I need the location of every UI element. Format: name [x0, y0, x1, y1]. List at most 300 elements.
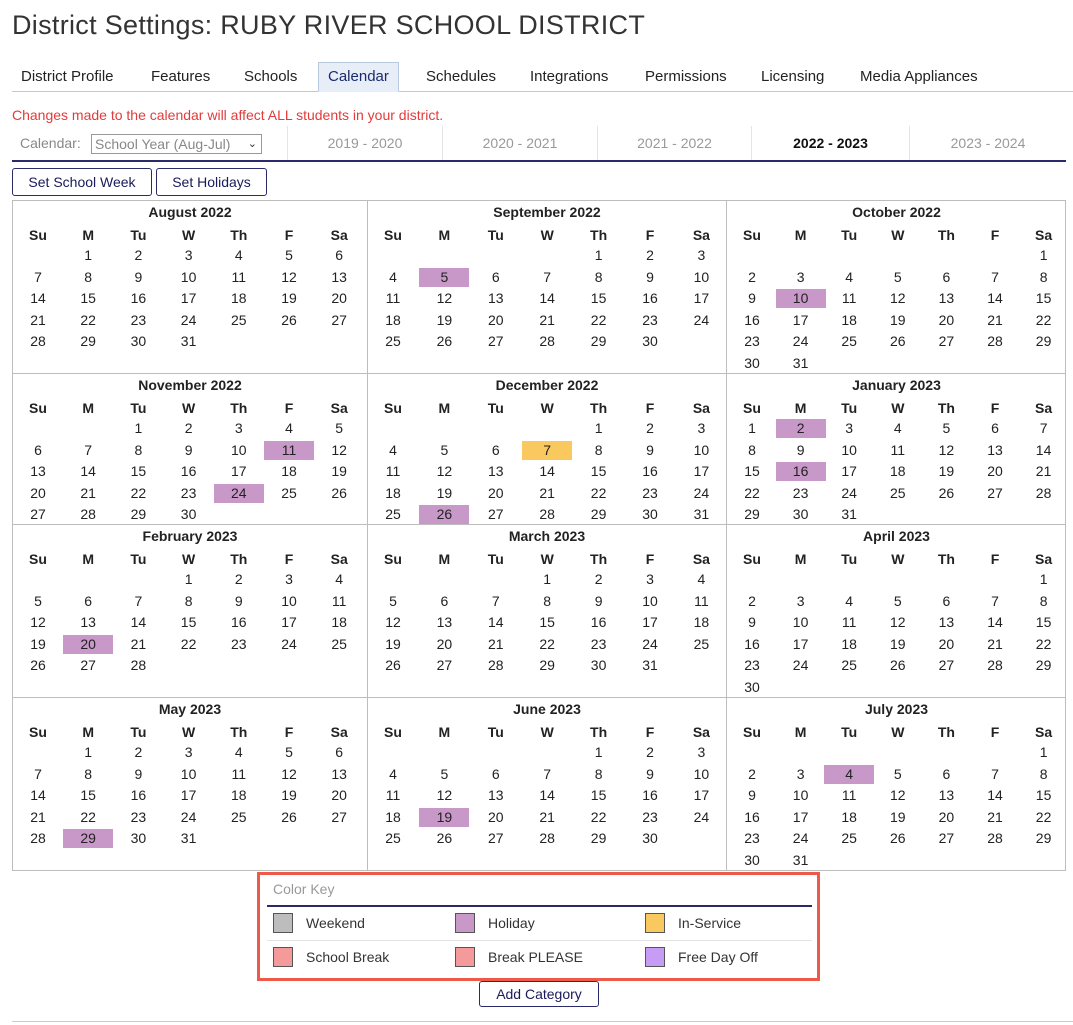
calendar-day[interactable]: 27: [938, 830, 955, 846]
calendar-day[interactable]: 26: [385, 657, 401, 673]
calendar-day[interactable]: 15: [1035, 787, 1052, 803]
calendar-day[interactable]: 6: [942, 592, 951, 609]
calendar-day[interactable]: 29: [1035, 830, 1052, 846]
calendar-day[interactable]: 25: [841, 657, 857, 673]
calendar-day[interactable]: 25: [331, 635, 347, 652]
calendar-day[interactable]: 23: [642, 484, 658, 501]
calendar-day[interactable]: 17: [180, 787, 197, 803]
calendar-day[interactable]: 22: [590, 484, 607, 501]
calendar-day[interactable]: 8: [134, 441, 143, 458]
set-school-week-button[interactable]: Set School Week: [12, 168, 152, 196]
calendar-day[interactable]: 7: [134, 592, 143, 609]
calendar-day[interactable]: 12: [938, 441, 955, 458]
calendar-day[interactable]: 5: [440, 765, 449, 782]
calendar-day[interactable]: 8: [543, 592, 552, 609]
calendar-day[interactable]: 4: [335, 571, 344, 587]
calendar-day[interactable]: 22: [80, 808, 96, 825]
calendar-day[interactable]: 30: [130, 333, 147, 349]
calendar-day[interactable]: 2: [646, 744, 654, 760]
calendar-day[interactable]: 5: [335, 420, 344, 436]
calendar-day[interactable]: 15: [744, 463, 760, 479]
calendar-day[interactable]: 10: [231, 441, 247, 458]
calendar-day[interactable]: 26: [938, 484, 955, 501]
calendar-day[interactable]: 31: [792, 851, 809, 868]
calendar-day[interactable]: 28: [987, 333, 1003, 349]
calendar-day[interactable]: 19: [890, 311, 906, 328]
calendar-day[interactable]: 8: [84, 268, 93, 285]
calendar-day[interactable]: 28: [987, 657, 1003, 673]
calendar-day[interactable]: 14: [987, 787, 1003, 803]
calendar-day[interactable]: 9: [646, 441, 654, 458]
calendar-day[interactable]: 22: [744, 484, 760, 501]
calendar-day[interactable]: 18: [385, 311, 401, 328]
calendar-day[interactable]: 29: [80, 333, 96, 349]
calendar-day[interactable]: 17: [281, 614, 297, 630]
calendar-day[interactable]: 12: [890, 290, 906, 306]
calendar-day[interactable]: 17: [841, 463, 857, 479]
calendar-day[interactable]: 16: [642, 463, 658, 479]
calendar-day[interactable]: 22: [1035, 635, 1052, 652]
calendar-day[interactable]: 23: [180, 484, 197, 501]
calendar-day[interactable]: 30: [792, 506, 809, 522]
calendar-day[interactable]: 9: [594, 592, 603, 609]
calendar-day[interactable]: 5: [285, 744, 293, 760]
calendar-day[interactable]: 21: [987, 311, 1003, 328]
calendar-day[interactable]: 29: [539, 657, 555, 673]
calendar-day[interactable]: 25: [281, 484, 297, 501]
tab-media-appliances[interactable]: Media Appliances: [860, 68, 978, 85]
calendar-day[interactable]: 2: [184, 420, 193, 436]
calendar-day[interactable]: 27: [331, 311, 347, 328]
calendar-day[interactable]: 2: [234, 571, 243, 587]
calendar-day[interactable]: 18: [841, 808, 857, 825]
calendar-day[interactable]: 22: [80, 311, 96, 328]
calendar-day[interactable]: 6: [942, 765, 951, 782]
calendar-day[interactable]: 18: [693, 614, 710, 630]
calendar-day[interactable]: 5: [942, 420, 951, 436]
calendar-day[interactable]: 24: [841, 484, 857, 501]
calendar-day[interactable]: 7: [522, 441, 572, 460]
calendar-day[interactable]: 7: [34, 765, 42, 782]
calendar-day[interactable]: 16: [744, 808, 760, 825]
calendar-day[interactable]: 17: [792, 635, 809, 652]
calendar-day[interactable]: 16: [744, 635, 760, 652]
calendar-day[interactable]: 7: [543, 765, 552, 782]
calendar-day[interactable]: 19: [890, 808, 906, 825]
calendar-day[interactable]: 18: [281, 463, 297, 479]
calendar-day[interactable]: 2: [748, 592, 756, 609]
calendar-day[interactable]: 24: [693, 484, 710, 501]
calendar-day[interactable]: 21: [987, 635, 1003, 652]
calendar-day[interactable]: 7: [991, 592, 999, 609]
calendar-day[interactable]: 16: [231, 614, 247, 630]
calendar-day[interactable]: 14: [30, 290, 46, 306]
calendar-day[interactable]: 3: [234, 420, 243, 436]
calendar-day[interactable]: 30: [642, 333, 658, 349]
calendar-day[interactable]: 10: [693, 441, 710, 458]
calendar-day[interactable]: 7: [991, 765, 999, 782]
calendar-day[interactable]: 16: [180, 463, 197, 479]
calendar-day[interactable]: 24: [792, 657, 809, 673]
calendar-day[interactable]: 27: [488, 830, 504, 846]
calendar-day[interactable]: 14: [1035, 441, 1052, 458]
calendar-day[interactable]: 18: [841, 635, 857, 652]
calendar-day[interactable]: 8: [1039, 765, 1048, 782]
calendar-day[interactable]: 4: [697, 571, 706, 587]
calendar-day[interactable]: 4: [389, 765, 397, 782]
calendar-day[interactable]: 25: [385, 506, 401, 522]
calendar-day[interactable]: 21: [80, 484, 96, 501]
calendar-day[interactable]: 22: [130, 484, 147, 501]
calendar-day[interactable]: 31: [180, 830, 197, 846]
calendar-day[interactable]: 11: [385, 290, 401, 306]
calendar-day[interactable]: 23: [744, 333, 760, 349]
calendar-day[interactable]: 20: [488, 808, 504, 825]
calendar-day[interactable]: 25: [385, 830, 401, 846]
calendar-day[interactable]: 27: [30, 506, 46, 522]
calendar-day[interactable]: 5: [285, 247, 293, 263]
calendar-day[interactable]: 1: [84, 247, 93, 263]
calendar-day[interactable]: 27: [488, 506, 504, 522]
calendar-day[interactable]: 15: [590, 787, 607, 803]
calendar-day[interactable]: 11: [264, 441, 314, 460]
calendar-day[interactable]: 20: [488, 311, 504, 328]
calendar-day[interactable]: 13: [488, 787, 504, 803]
calendar-day[interactable]: 21: [539, 808, 555, 825]
calendar-day[interactable]: 15: [180, 614, 197, 630]
calendar-day[interactable]: 19: [281, 290, 297, 306]
calendar-day[interactable]: 6: [335, 247, 344, 263]
calendar-day[interactable]: 9: [646, 268, 654, 285]
calendar-day[interactable]: 26: [419, 505, 469, 524]
calendar-day[interactable]: 12: [890, 614, 906, 630]
calendar-day[interactable]: 18: [385, 484, 401, 501]
calendar-day[interactable]: 28: [30, 830, 46, 846]
calendar-day[interactable]: 27: [80, 657, 96, 673]
calendar-day[interactable]: 13: [938, 787, 955, 803]
calendar-day[interactable]: 5: [893, 765, 902, 782]
calendar-day[interactable]: 1: [594, 744, 603, 760]
calendar-day[interactable]: 18: [231, 787, 247, 803]
in-service-swatch[interactable]: [645, 913, 665, 933]
break-please-swatch[interactable]: [455, 947, 475, 967]
year-tab-2022-2023[interactable]: 2022 - 2023: [751, 126, 909, 160]
calendar-day[interactable]: 24: [214, 484, 264, 503]
calendar-day[interactable]: 1: [594, 420, 603, 436]
calendar-day[interactable]: 23: [642, 311, 658, 328]
calendar-day[interactable]: 19: [436, 484, 453, 501]
calendar-day[interactable]: 3: [796, 765, 805, 782]
calendar-day[interactable]: 4: [824, 765, 874, 784]
calendar-day[interactable]: 10: [180, 765, 197, 782]
calendar-day[interactable]: 3: [697, 420, 706, 436]
calendar-day[interactable]: 11: [231, 765, 247, 782]
calendar-day[interactable]: 2: [776, 419, 826, 438]
calendar-day[interactable]: 26: [331, 484, 347, 501]
calendar-day[interactable]: 23: [130, 311, 147, 328]
calendar-day[interactable]: 11: [841, 614, 857, 630]
calendar-day[interactable]: 17: [693, 290, 710, 306]
calendar-day[interactable]: 31: [693, 506, 710, 522]
calendar-day[interactable]: 19: [436, 311, 453, 328]
calendar-day[interactable]: 13: [987, 441, 1003, 458]
calendar-day[interactable]: 28: [987, 830, 1003, 846]
year-tab-2019-2020[interactable]: 2019 - 2020: [287, 126, 442, 160]
calendar-day[interactable]: 6: [440, 592, 449, 609]
calendar-day[interactable]: 29: [590, 506, 607, 522]
calendar-day[interactable]: 20: [63, 635, 113, 654]
calendar-day[interactable]: 2: [646, 420, 654, 436]
calendar-day[interactable]: 30: [130, 830, 147, 846]
calendar-day[interactable]: 8: [1039, 268, 1048, 285]
calendar-day[interactable]: 10: [792, 787, 809, 803]
calendar-day[interactable]: 6: [491, 765, 500, 782]
calendar-day[interactable]: 27: [331, 808, 347, 825]
calendar-day[interactable]: 16: [642, 787, 658, 803]
calendar-day[interactable]: 9: [796, 441, 805, 458]
calendar-day[interactable]: 3: [796, 268, 805, 285]
calendar-day[interactable]: 11: [331, 592, 347, 609]
calendar-day[interactable]: 20: [938, 808, 955, 825]
calendar-day[interactable]: 29: [63, 829, 113, 848]
calendar-day[interactable]: 6: [491, 441, 500, 458]
calendar-day[interactable]: 19: [30, 635, 46, 652]
calendar-day[interactable]: 13: [331, 268, 347, 285]
calendar-day[interactable]: 7: [543, 268, 552, 285]
calendar-day[interactable]: 26: [281, 311, 297, 328]
calendar-day[interactable]: 30: [642, 830, 658, 846]
calendar-day[interactable]: 8: [1039, 592, 1048, 609]
calendar-day[interactable]: 1: [543, 571, 552, 587]
calendar-day[interactable]: 13: [30, 463, 46, 479]
calendar-day[interactable]: 11: [231, 268, 247, 285]
calendar-day[interactable]: 16: [130, 290, 147, 306]
tab-district-profile[interactable]: District Profile: [21, 68, 114, 85]
calendar-day[interactable]: 25: [890, 484, 906, 501]
set-holidays-button[interactable]: Set Holidays: [156, 168, 267, 196]
calendar-day[interactable]: 29: [1035, 333, 1052, 349]
school-break-swatch[interactable]: [273, 947, 293, 967]
calendar-day[interactable]: 29: [1035, 657, 1052, 673]
tab-schools[interactable]: Schools: [244, 68, 298, 85]
calendar-day[interactable]: 4: [285, 420, 293, 436]
calendar-day[interactable]: 3: [184, 247, 193, 263]
holiday-swatch[interactable]: [455, 913, 475, 933]
calendar-day[interactable]: 3: [697, 247, 706, 263]
tab-licensing[interactable]: Licensing: [761, 68, 825, 85]
calendar-day[interactable]: 9: [184, 441, 193, 458]
calendar-day[interactable]: 22: [590, 808, 607, 825]
calendar-day[interactable]: 17: [180, 290, 197, 306]
calendar-day[interactable]: 13: [488, 463, 504, 479]
calendar-day[interactable]: 21: [488, 635, 504, 652]
calendar-day[interactable]: 8: [594, 441, 603, 458]
calendar-day[interactable]: 23: [231, 635, 247, 652]
calendar-day[interactable]: 13: [331, 765, 347, 782]
free-day-off-swatch[interactable]: [645, 947, 665, 967]
calendar-day[interactable]: 24: [693, 808, 710, 825]
calendar-day[interactable]: 3: [845, 420, 854, 436]
calendar-day[interactable]: 15: [80, 290, 96, 306]
calendar-day[interactable]: 16: [642, 290, 658, 306]
calendar-day[interactable]: 3: [184, 744, 193, 760]
calendar-day[interactable]: 10: [281, 592, 297, 609]
calendar-day[interactable]: 20: [331, 787, 347, 803]
calendar-day[interactable]: 12: [436, 290, 453, 306]
calendar-day[interactable]: 31: [792, 354, 809, 371]
calendar-day[interactable]: 5: [389, 592, 397, 609]
calendar-day[interactable]: 25: [231, 311, 247, 328]
calendar-day[interactable]: 12: [281, 268, 297, 285]
tab-schedules[interactable]: Schedules: [426, 68, 497, 85]
calendar-day[interactable]: 27: [938, 333, 955, 349]
calendar-day[interactable]: 2: [748, 268, 756, 285]
calendar-day[interactable]: 14: [30, 787, 46, 803]
calendar-day[interactable]: 23: [792, 484, 809, 501]
calendar-day[interactable]: 1: [1039, 571, 1048, 587]
calendar-day[interactable]: 9: [748, 290, 756, 306]
calendar-day[interactable]: 29: [130, 506, 147, 522]
calendar-day[interactable]: 17: [642, 614, 658, 630]
calendar-day[interactable]: 7: [34, 268, 42, 285]
calendar-day[interactable]: 18: [841, 311, 857, 328]
calendar-day[interactable]: 23: [744, 657, 760, 673]
calendar-day[interactable]: 9: [134, 268, 143, 285]
calendar-day[interactable]: 12: [890, 787, 906, 803]
calendar-day[interactable]: 2: [134, 247, 143, 263]
calendar-day[interactable]: 10: [776, 289, 826, 308]
calendar-day[interactable]: 27: [938, 657, 955, 673]
calendar-day[interactable]: 24: [642, 635, 658, 652]
calendar-day[interactable]: 19: [331, 463, 347, 479]
calendar-day[interactable]: 4: [234, 744, 243, 760]
calendar-day[interactable]: 23: [744, 830, 760, 846]
calendar-day[interactable]: 21: [30, 808, 46, 825]
calendar-day[interactable]: 14: [130, 614, 147, 630]
year-tab-2023-2024[interactable]: 2023 - 2024: [909, 126, 1066, 160]
calendar-day[interactable]: 29: [590, 830, 607, 846]
calendar-day[interactable]: 22: [1035, 808, 1052, 825]
calendar-day[interactable]: 12: [331, 441, 347, 458]
calendar-day[interactable]: 20: [488, 484, 504, 501]
calendar-day[interactable]: 13: [436, 614, 453, 630]
calendar-day[interactable]: 19: [419, 808, 469, 827]
calendar-day[interactable]: 31: [180, 333, 197, 349]
calendar-day[interactable]: 24: [693, 311, 710, 328]
calendar-day[interactable]: 21: [987, 808, 1003, 825]
calendar-day[interactable]: 8: [184, 592, 193, 609]
calendar-day[interactable]: 1: [1039, 744, 1048, 760]
weekend-swatch[interactable]: [273, 913, 293, 933]
calendar-day[interactable]: 20: [30, 484, 46, 501]
calendar-day[interactable]: 9: [646, 765, 654, 782]
calendar-day[interactable]: 12: [30, 614, 46, 630]
calendar-day[interactable]: 28: [80, 506, 96, 522]
calendar-day[interactable]: 25: [693, 635, 710, 652]
calendar-day[interactable]: 19: [890, 635, 906, 652]
calendar-day[interactable]: 10: [792, 614, 809, 630]
calendar-day[interactable]: 11: [841, 787, 857, 803]
calendar-day[interactable]: 17: [693, 463, 710, 479]
calendar-day[interactable]: 4: [893, 420, 902, 436]
calendar-day[interactable]: 16: [590, 614, 607, 630]
calendar-day[interactable]: 31: [841, 506, 857, 522]
calendar-day[interactable]: 27: [436, 657, 453, 673]
calendar-day[interactable]: 4: [389, 268, 397, 285]
calendar-day[interactable]: 29: [744, 506, 760, 522]
calendar-day[interactable]: 15: [80, 787, 96, 803]
calendar-day[interactable]: 15: [1035, 290, 1052, 306]
calendar-day[interactable]: 10: [693, 268, 710, 285]
calendar-day[interactable]: 21: [539, 311, 555, 328]
calendar-day[interactable]: 14: [539, 290, 555, 306]
calendar-day[interactable]: 11: [890, 441, 906, 458]
calendar-day[interactable]: 13: [938, 290, 955, 306]
calendar-day[interactable]: 4: [845, 592, 854, 609]
calendar-day[interactable]: 13: [938, 614, 955, 630]
calendar-day[interactable]: 10: [642, 592, 658, 609]
calendar-day[interactable]: 28: [539, 333, 555, 349]
calendar-day[interactable]: 13: [488, 290, 504, 306]
calendar-day[interactable]: 5: [440, 441, 449, 458]
calendar-day[interactable]: 27: [488, 333, 504, 349]
calendar-day[interactable]: 14: [80, 463, 96, 479]
calendar-day[interactable]: 2: [594, 571, 603, 587]
calendar-day[interactable]: 10: [693, 765, 710, 782]
calendar-day[interactable]: 22: [180, 635, 197, 652]
calendar-day[interactable]: 14: [987, 614, 1003, 630]
calendar-day[interactable]: 24: [180, 808, 197, 825]
calendar-day[interactable]: 30: [590, 657, 607, 673]
tab-features[interactable]: Features: [151, 68, 211, 85]
calendar-day[interactable]: 6: [335, 744, 344, 760]
calendar-day[interactable]: 26: [436, 830, 453, 846]
calendar-day[interactable]: 18: [385, 808, 401, 825]
calendar-day[interactable]: 7: [491, 592, 500, 609]
calendar-day[interactable]: 11: [385, 463, 401, 479]
calendar-day[interactable]: 28: [488, 657, 504, 673]
calendar-day[interactable]: 7: [1039, 420, 1048, 436]
calendar-day[interactable]: 3: [285, 571, 293, 587]
calendar-day[interactable]: 9: [134, 765, 143, 782]
calendar-day[interactable]: 28: [539, 830, 555, 846]
calendar-day[interactable]: 3: [796, 592, 805, 609]
calendar-day[interactable]: 23: [130, 808, 147, 825]
tab-permissions[interactable]: Permissions: [645, 68, 727, 85]
calendar-day[interactable]: 17: [792, 808, 809, 825]
calendar-day[interactable]: 1: [84, 744, 93, 760]
calendar-day[interactable]: 7: [991, 268, 999, 285]
calendar-day[interactable]: 1: [1039, 247, 1048, 263]
calendar-day[interactable]: 6: [34, 441, 42, 458]
calendar-day[interactable]: 28: [1035, 484, 1052, 501]
calendar-day[interactable]: 8: [594, 268, 603, 285]
tab-calendar[interactable]: Calendar: [318, 62, 399, 92]
calendar-day[interactable]: 17: [792, 311, 809, 328]
calendar-day[interactable]: 24: [792, 830, 809, 846]
calendar-day[interactable]: 25: [841, 333, 857, 349]
calendar-day[interactable]: 28: [30, 333, 46, 349]
calendar-day[interactable]: 15: [590, 463, 607, 479]
calendar-day[interactable]: 24: [792, 333, 809, 349]
calendar-day[interactable]: 16: [744, 311, 760, 328]
calendar-day[interactable]: 6: [84, 592, 93, 609]
calendar-day[interactable]: 18: [231, 290, 247, 306]
calendar-day[interactable]: 21: [130, 635, 147, 652]
calendar-day[interactable]: 17: [231, 463, 247, 479]
calendar-day[interactable]: 2: [134, 744, 143, 760]
calendar-day[interactable]: 11: [385, 787, 401, 803]
